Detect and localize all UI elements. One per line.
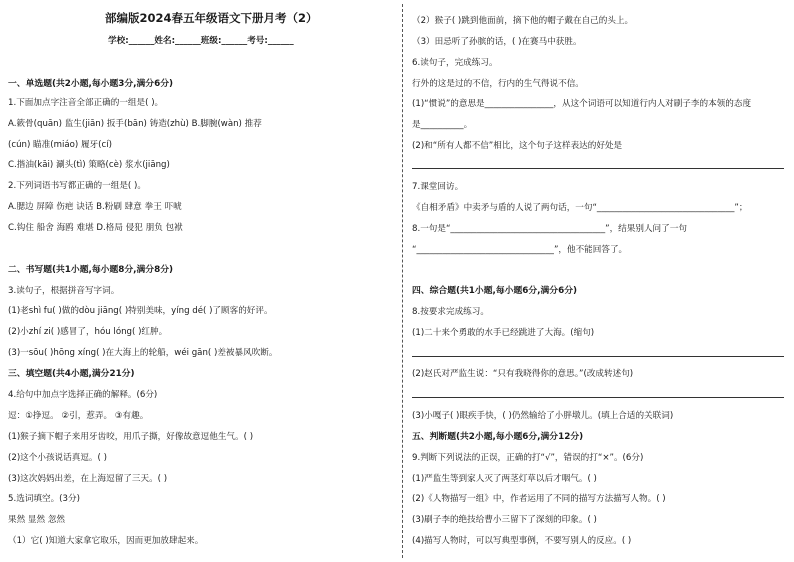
question-9-item-2: (2)《人物描写一组》中，作者运用了不同的描写方法描写人物。( )	[412, 494, 666, 504]
answer-line[interactable]	[412, 356, 784, 357]
section-heading-comprehensive: 四、综合题(共1小题,每小题6分,满分6分)	[412, 286, 578, 296]
question-7-line-3: “________________________________”，他不能回答了。	[412, 245, 628, 255]
section-heading-writing: 二、书写题(共1小题,每小题8分,满分8分)	[8, 265, 174, 275]
question-8-item-2: (2)赵氏对严监生说：“只有我晓得你的意思。”(改成转述句)	[412, 369, 634, 379]
question-4-definitions: 逗：①挣逗。 ②引，惹弄。 ③有趣。	[8, 411, 149, 421]
answer-line[interactable]	[412, 397, 784, 398]
student-info-line: 学校:______姓名:______班级:______考号:______	[108, 36, 294, 46]
question-4-item-3: (3)这次妈妈出差，在上海逗留了三天。( )	[8, 474, 168, 484]
question-7-line-1: 《自相矛盾》中卖矛与盾的人说了两句话，一句“________________________________”；	[412, 203, 748, 213]
question-8-item-1: (1)二十来个勇敢的水手已经跳进了大海。(缩句)	[412, 328, 595, 338]
question-4-stem: 4.给句中加点字选择正确的解释。(6分)	[8, 390, 158, 400]
question-5-stem: 5.选词填空。(3分)	[8, 494, 80, 504]
question-9-item-1: (1)严监生等到家人灭了两茎灯草以后才咽气。( )	[412, 474, 597, 484]
section-heading-judgement: 五、判断题(共2小题,每小题6分,满分12分)	[412, 432, 584, 442]
section-heading-single-choice: 一、单选题(共2小题,每小题3分,满分6分)	[8, 79, 174, 89]
question-1-options-b-cont: (cún) 瞄准(miáo) 履牙(cí)	[8, 140, 112, 150]
question-5-word-choices: 果然 显然 忽然	[8, 515, 66, 525]
question-2-options-cd: C.钩住 船舍 海鸥 难堪 D.格局 侵犯 朋负 包袱	[8, 223, 183, 233]
question-1-option-c: C.揩油(kāi) 涮头(tì) 策略(cè) 浆水(jiāng)	[8, 160, 170, 170]
question-5-item-2: （2）猴子( )跳到他面前，摘下他的帽子戴在自己的头上。	[412, 16, 634, 26]
question-7-stem: 7.课堂回访。	[412, 182, 464, 192]
question-8-item-3: (3)小嘎子( )眼疾手快，( )仍然输给了小胖墩儿。(填上合适的关联词)	[412, 411, 674, 421]
question-6-passage: 行外的这是过的不信，行内的生气得说不信。	[412, 79, 584, 89]
question-3-item-1: (1)老shì fu( )做的dòu jiāng( )特别美味，yíng dé( )了顾客的好评。	[8, 306, 273, 316]
question-1-options-ab: A.簌骨(quān) 监生(jiān) 扳手(bān) 铸造(zhù) B.脚腕(wàn) 推荐	[8, 119, 262, 129]
question-6-stem: 6.读句子，完成练习。	[412, 58, 498, 68]
question-3-item-2: (2)小zhí zi( )感冒了，hóu lóng( )红肿。	[8, 327, 168, 337]
question-5-item-3: （3）田忌听了孙膑的话，( )在赛马中获胜。	[412, 37, 582, 47]
question-9-item-4: (4)描写人物时，可以写典型事例，不要写别人的反应。( )	[412, 536, 632, 546]
question-7-line-2: 8.一句是“____________________________________”，结果别人问了一句	[412, 224, 687, 234]
section-heading-fill: 三、填空题(共4小题,满分21分)	[8, 369, 135, 379]
question-4-item-2: (2)这个小孩说话真逗。( )	[8, 453, 107, 463]
question-9-item-3: (3)刷子李的绝技给曹小三留下了深刻的印象。( )	[412, 515, 597, 525]
question-5-item-1: （1）它( )知道大家拿它取乐，因而更加放肆起来。	[8, 536, 204, 546]
question-8-stem: 8.按要求完成练习。	[412, 307, 489, 317]
question-6-item-1-cont: 是__________。	[412, 120, 473, 130]
answer-line[interactable]	[412, 168, 784, 169]
question-2-stem: 2.下列词语书写都正确的一组是( )。	[8, 181, 146, 191]
page-title: 部编版2024春五年级语文下册月考（2）	[105, 11, 318, 25]
question-6-item-2: (2)和“所有人都不信”相比，这个句子这样表达的好处是	[412, 141, 623, 151]
question-9-stem: 9.判断下列说法的正误，正确的打“√”，错误的打“×”。(6分)	[412, 453, 644, 463]
question-2-options-ab: A.腮边 屏障 伤疤 诀话 B.粉刷 肆意 拳王 吓唬	[8, 202, 182, 212]
question-3-item-3: (3)一sōu( )hōng xíng( )在大海上的轮船，wéi gān( )差被暴风吹断。	[8, 348, 278, 358]
question-1-stem: 1.下面加点字注音全部正确的一组是( )。	[8, 98, 164, 108]
question-3-stem: 3.读句子，根据拼音写字词。	[8, 286, 120, 296]
question-4-item-1: (1)猴子摘下帽子来用牙齿咬，用爪子撕，好像故意逗他生气。( )	[8, 432, 254, 442]
question-6-item-1: (1)“惯说”的意思是________________，从这个词语可以知道行内人对刷子李的本领的态度	[412, 99, 752, 109]
right-column	[402, 0, 794, 562]
